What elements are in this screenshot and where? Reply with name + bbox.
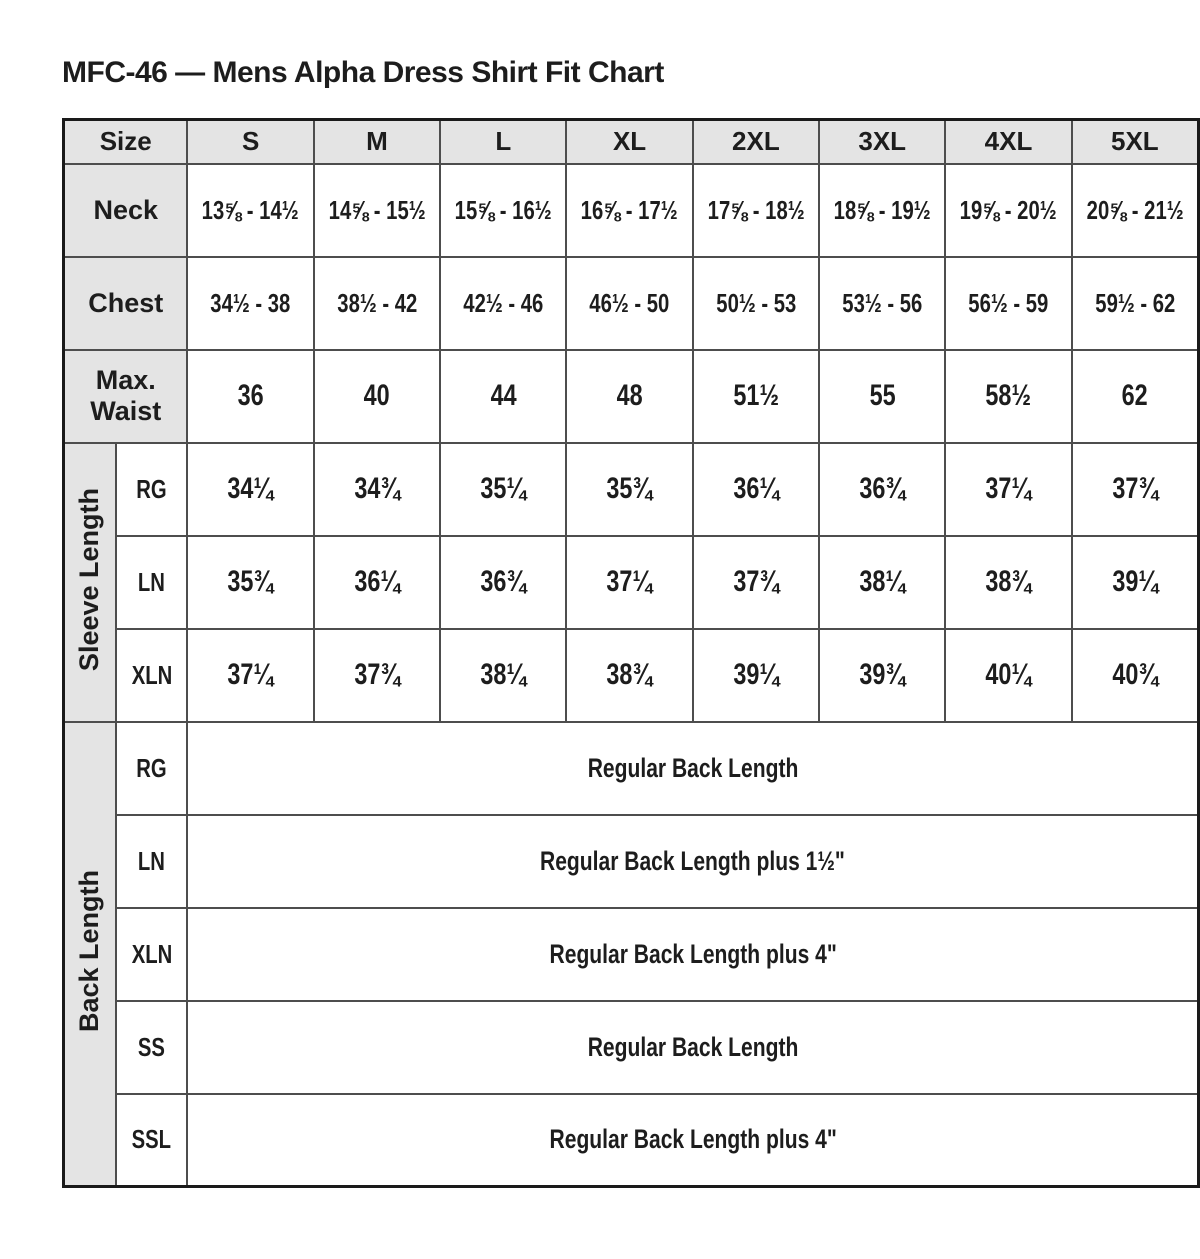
neck-value: 16⅝ - 17½ [581, 194, 679, 225]
size-col-header: 3XL [819, 120, 945, 164]
sleeve-xln-value-cell [566, 629, 692, 722]
size-col-header: XL [566, 120, 692, 164]
max-waist-value-cell [945, 350, 1071, 443]
sleeve-xln-value: 38¼ [480, 658, 527, 691]
back-ssl-value: Regular Back Length plus 4" [549, 1124, 837, 1155]
sleeve-ln-value: 37¾ [733, 565, 779, 598]
sleeve-ln-value-cell [693, 536, 819, 629]
sleeve-xln-value: 37¾ [354, 658, 400, 691]
max-waist-value-cell [1072, 350, 1199, 443]
chest-value-cell [1072, 257, 1199, 350]
size-col-header: S [187, 120, 313, 164]
max-waist-row-label: Max. Waist [64, 350, 188, 443]
neck-value-cell [1072, 164, 1199, 257]
sleeve-ln-value: 38¾ [985, 565, 1032, 598]
sleeve-xln-value-cell [819, 629, 945, 722]
header-row [64, 120, 1199, 164]
back-rg-label-cell [116, 722, 188, 815]
sleeve-xln-value-cell [693, 629, 819, 722]
neck-value: 13⅝ - 14½ [202, 194, 300, 225]
sleeve-ln-label-cell [116, 536, 188, 629]
sleeve-xln-value: 40¼ [985, 658, 1032, 691]
back-rg-value: Regular Back Length [587, 752, 799, 783]
neck-value: 19⅝ - 20½ [960, 194, 1057, 225]
max-waist-value: 48 [616, 379, 643, 412]
sleeve-rg-value-cell [187, 443, 313, 536]
max-waist-value-cell [440, 350, 566, 443]
neck-value-cell [440, 164, 566, 257]
sleeve-rg-value-cell [945, 443, 1071, 536]
back-length-section-label: Back Length [74, 870, 105, 1033]
max-waist-value: 40 [363, 379, 390, 412]
max-waist-value: 58½ [985, 379, 1032, 412]
chest-value: 53½ - 56 [842, 287, 923, 318]
chest-row-label: Chest [64, 257, 188, 350]
neck-value-cell [945, 164, 1071, 257]
back-ssl-row [64, 1094, 1199, 1187]
max-waist-value: 51½ [733, 379, 779, 412]
back-ss-row [64, 1001, 1199, 1094]
neck-value-cell [566, 164, 692, 257]
chest-value-cell [440, 257, 566, 350]
sleeve-rg-value-cell [440, 443, 566, 536]
sleeve-xln-value-cell [187, 629, 313, 722]
chest-value-cell [314, 257, 440, 350]
neck-value: 20⅝ - 21½ [1086, 194, 1184, 225]
sleeve-rg-value: 34¼ [227, 472, 274, 505]
neck-value: 14⅝ - 15½ [328, 194, 426, 225]
chest-value: 56½ - 59 [968, 287, 1049, 318]
neck-row-label: Neck [64, 164, 188, 257]
chest-value: 46½ - 50 [589, 287, 670, 318]
chest-value-cell [945, 257, 1071, 350]
max-waist-value: 44 [490, 379, 517, 412]
sleeve-ln-value: 39¼ [1112, 565, 1158, 598]
back-ss-label-cell [116, 1001, 188, 1094]
back-ln-label-cell [116, 815, 188, 908]
back-ss-label: SS [138, 1031, 166, 1062]
back-xln-label-cell [116, 908, 188, 1001]
chest-value-cell [693, 257, 819, 350]
sleeve-rg-row [64, 443, 1199, 536]
neck-value: 18⅝ - 19½ [833, 194, 931, 225]
back-ln-value: Regular Back Length plus 1½" [540, 845, 846, 876]
sleeve-xln-value: 39¾ [859, 658, 905, 691]
sleeve-ln-value-cell [187, 536, 313, 629]
back-xln-value-cell [187, 908, 1198, 1001]
max-waist-value: 62 [1121, 379, 1148, 412]
sleeve-xln-value-cell [945, 629, 1071, 722]
sleeve-ln-value: 36¾ [480, 565, 527, 598]
sleeve-ln-value: 37¼ [606, 565, 653, 598]
max-waist-row [64, 350, 1199, 443]
neck-value: 15⅝ - 16½ [454, 194, 552, 225]
sleeve-xln-value: 37¼ [227, 658, 274, 691]
sleeve-ln-value-cell [566, 536, 692, 629]
max-waist-value-cell [566, 350, 692, 443]
sleeve-rg-value-cell [819, 443, 945, 536]
sleeve-ln-value-cell [440, 536, 566, 629]
sleeve-xln-label-cell [116, 629, 188, 722]
max-waist-value-cell [314, 350, 440, 443]
sleeve-rg-value: 35¼ [480, 472, 527, 505]
back-ss-value: Regular Back Length [587, 1031, 799, 1062]
chest-value-cell [566, 257, 692, 350]
max-waist-value: 55 [869, 379, 896, 412]
sleeve-xln-value-cell [314, 629, 440, 722]
neck-value-cell [693, 164, 819, 257]
sleeve-xln-value: 39¼ [733, 658, 779, 691]
sleeve-length-section-label: Sleeve Length [74, 487, 105, 672]
size-col-header: 4XL [945, 120, 1071, 164]
chest-row [64, 257, 1199, 350]
sleeve-ln-value-cell [945, 536, 1071, 629]
sleeve-ln-label: LN [138, 566, 166, 597]
max-waist-value-cell [819, 350, 945, 443]
max-waist-value-cell [187, 350, 313, 443]
sleeve-rg-value: 37¾ [1112, 472, 1158, 505]
size-col-header: 5XL [1072, 120, 1199, 164]
sleeve-rg-value-cell [566, 443, 692, 536]
chest-value: 34½ - 38 [210, 287, 291, 318]
sleeve-rg-label-cell [116, 443, 188, 536]
back-ssl-label: SSL [131, 1124, 172, 1155]
sleeve-xln-value: 38¾ [606, 658, 653, 691]
sleeve-rg-value: 34¾ [354, 472, 400, 505]
max-waist-value-cell [693, 350, 819, 443]
neck-row [64, 164, 1199, 257]
chest-value-cell [187, 257, 313, 350]
size-col-header: 2XL [693, 120, 819, 164]
back-ss-value-cell [187, 1001, 1198, 1094]
sleeve-ln-value-cell [314, 536, 440, 629]
sleeve-rg-label: RG [136, 473, 167, 504]
back-xln-label: XLN [131, 938, 172, 969]
sleeve-ln-value: 38¼ [859, 565, 905, 598]
sleeve-xln-row [64, 629, 1199, 722]
chest-value-cell [819, 257, 945, 350]
max-waist-value: 36 [237, 379, 264, 412]
sleeve-ln-value: 35¾ [227, 565, 274, 598]
neck-value-cell [314, 164, 440, 257]
sleeve-ln-value-cell [819, 536, 945, 629]
back-ln-label: LN [138, 845, 166, 876]
chest-value: 42½ - 46 [463, 287, 544, 318]
back-xln-value: Regular Back Length plus 4" [549, 938, 837, 969]
back-rg-row [64, 722, 1199, 815]
sleeve-length-section-label-cell [64, 443, 116, 722]
neck-value: 17⅝ - 18½ [707, 194, 805, 225]
sleeve-ln-value-cell [1072, 536, 1199, 629]
chest-value: 38½ - 42 [336, 287, 417, 318]
neck-value-cell [819, 164, 945, 257]
size-header-cell: Size [64, 120, 188, 164]
sleeve-xln-value: 40¾ [1112, 658, 1158, 691]
back-ln-row [64, 815, 1199, 908]
size-col-header: L [440, 120, 566, 164]
fit-chart-table [62, 118, 1200, 1188]
sleeve-rg-value: 37¼ [985, 472, 1032, 505]
back-rg-label: RG [136, 752, 167, 783]
chest-value: 59½ - 62 [1094, 287, 1175, 318]
back-rg-value-cell [187, 722, 1198, 815]
back-xln-row [64, 908, 1199, 1001]
back-length-section-label-cell [64, 722, 116, 1187]
sleeve-ln-row [64, 536, 1199, 629]
sleeve-xln-value-cell [440, 629, 566, 722]
sleeve-xln-label: XLN [131, 659, 172, 690]
back-ln-value-cell [187, 815, 1198, 908]
page-title: MFC-46 — Mens Alpha Dress Shirt Fit Chart [62, 56, 664, 89]
sleeve-rg-value: 36¼ [733, 472, 779, 505]
sleeve-xln-value-cell [1072, 629, 1199, 722]
neck-value-cell [187, 164, 313, 257]
sleeve-rg-value-cell [1072, 443, 1199, 536]
sleeve-rg-value-cell [693, 443, 819, 536]
sleeve-rg-value-cell [314, 443, 440, 536]
sleeve-rg-value: 36¾ [859, 472, 905, 505]
chest-value: 50½ - 53 [715, 287, 796, 318]
sleeve-rg-value: 35¾ [606, 472, 653, 505]
back-ssl-label-cell [116, 1094, 188, 1187]
sleeve-ln-value: 36¼ [354, 565, 400, 598]
back-ssl-value-cell [187, 1094, 1198, 1187]
size-col-header: M [314, 120, 440, 164]
